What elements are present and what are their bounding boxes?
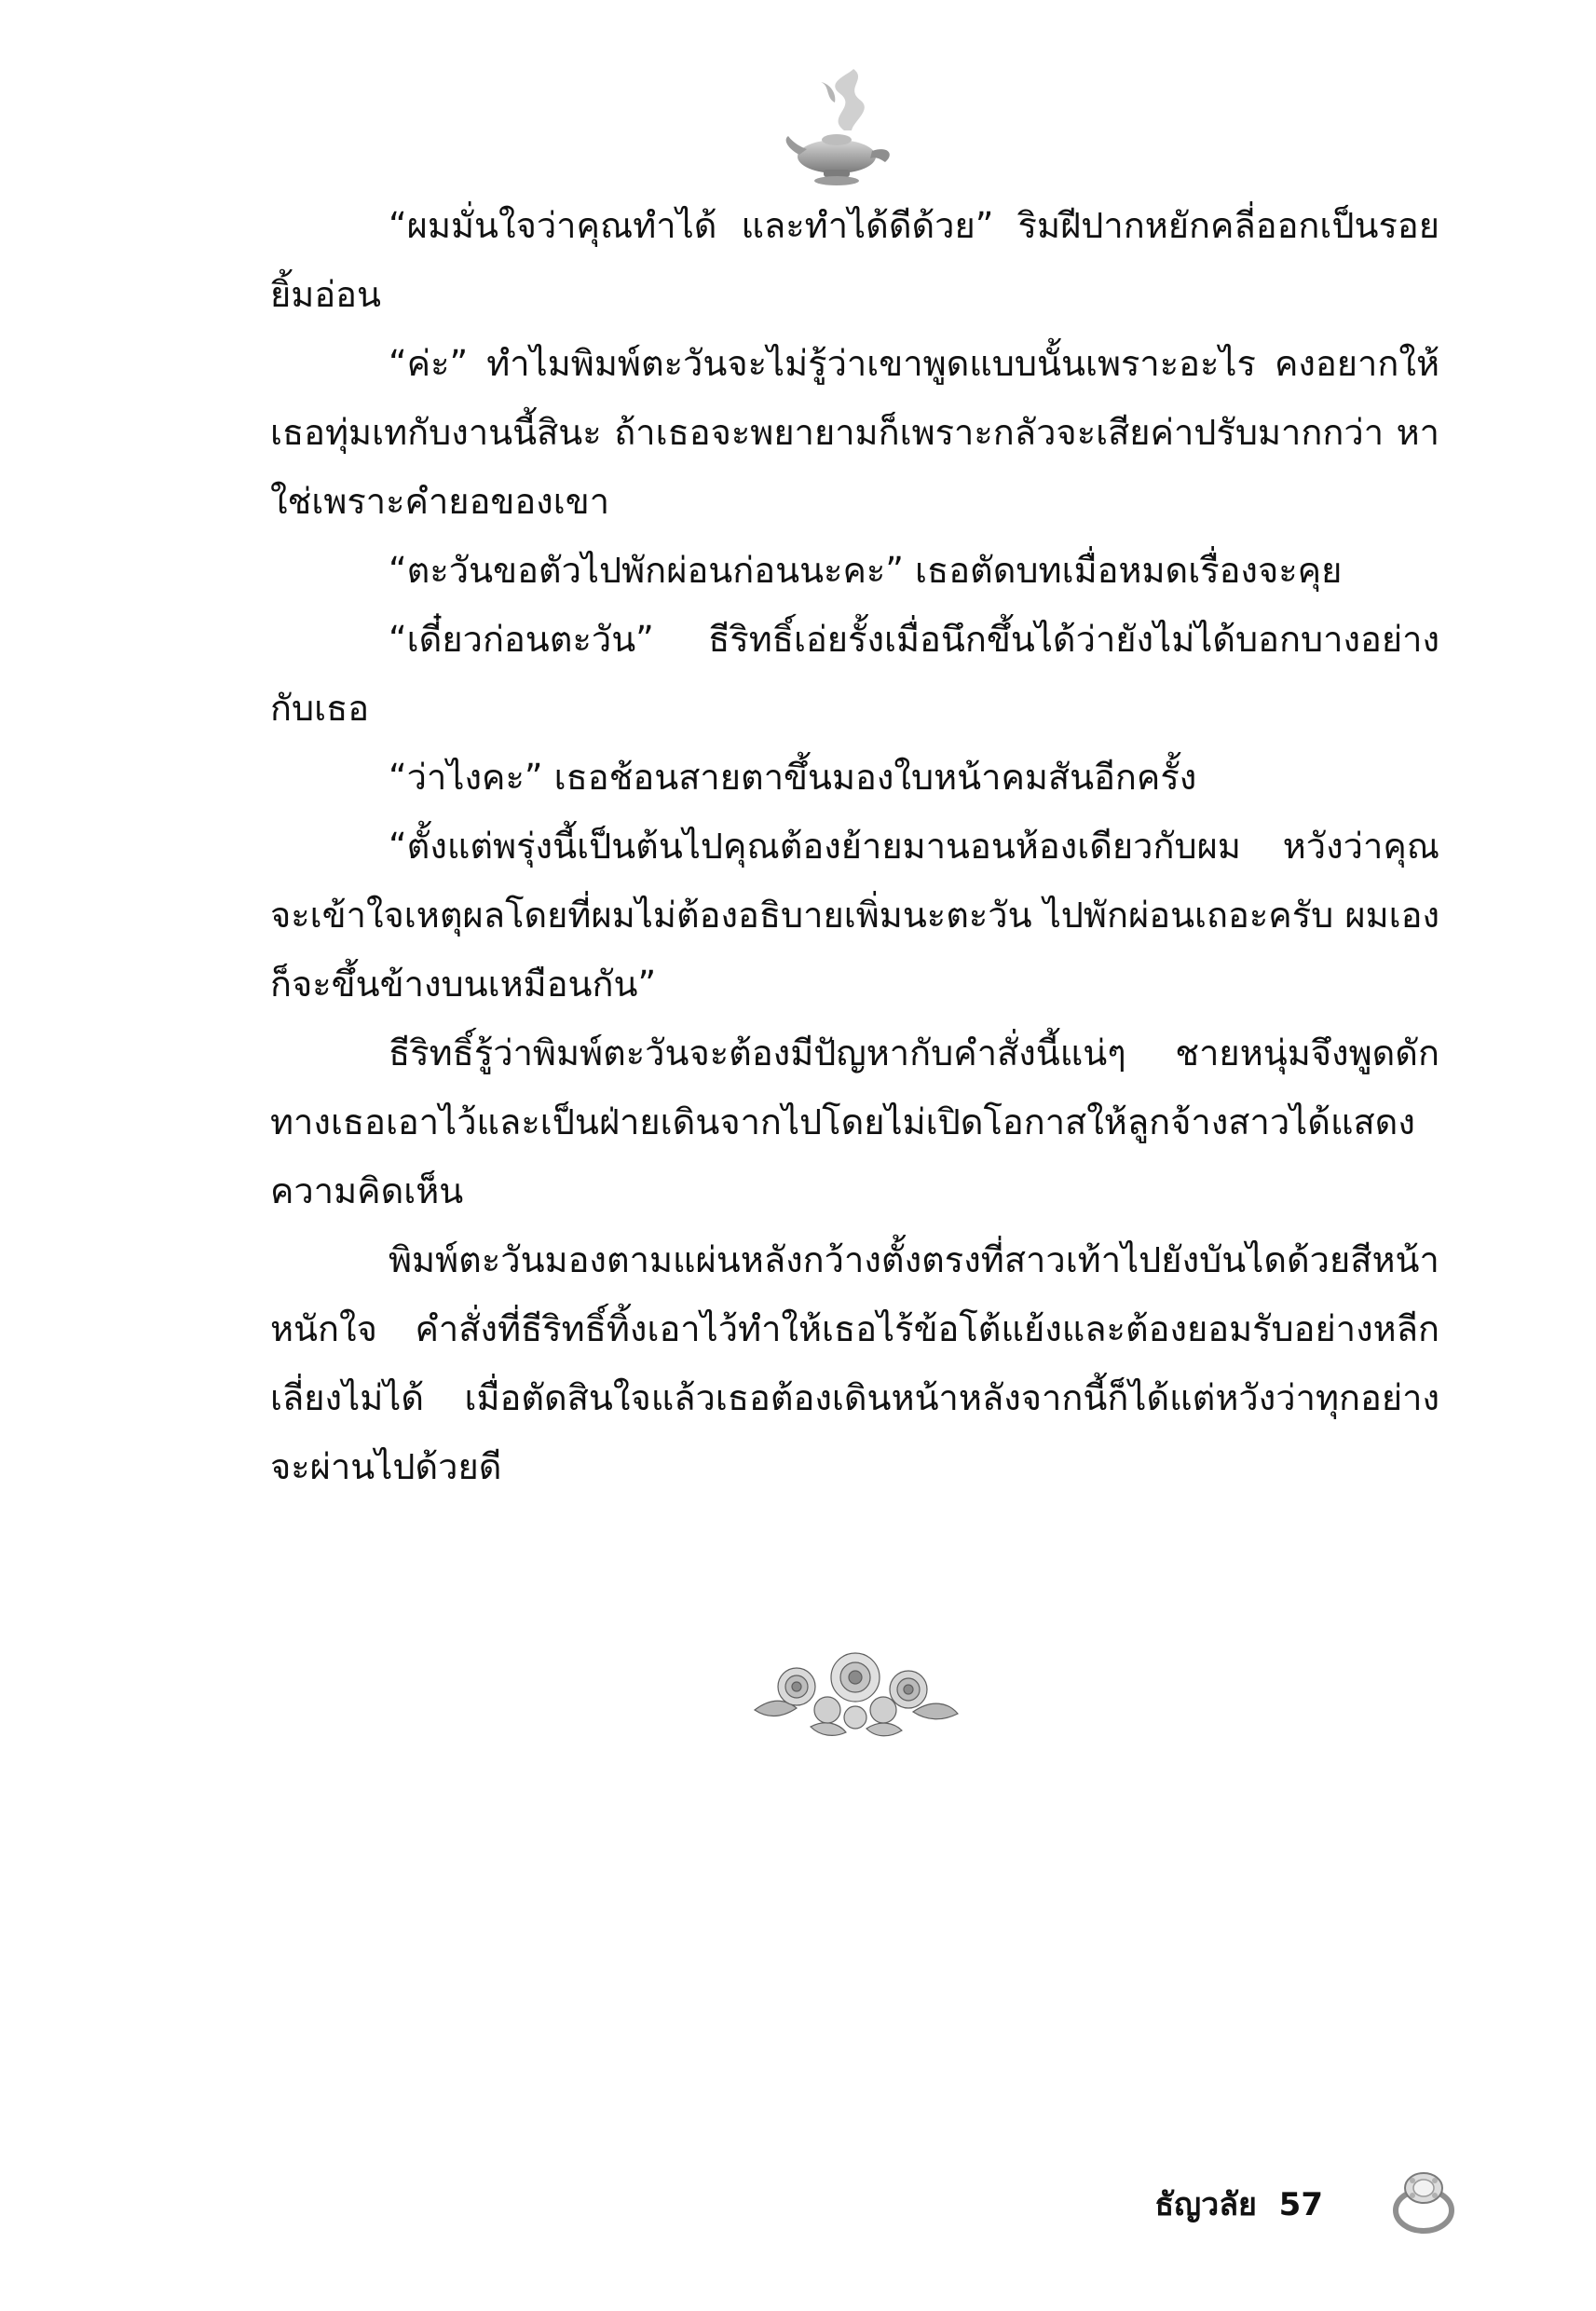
rose-flowers-icon [745,1645,964,1747]
story-text [270,191,1439,1501]
page-number: 57 [1278,2186,1323,2223]
diamond-ring-icon [1385,2162,1463,2236]
paragraph: “ผมมั่นใจว่าคุณทำได้ และทำได้ดีด้วย” ริมฝีปากหยักคลี่ออกเป็นรอยยิ้มอ่อน [270,205,1439,315]
author-name: ธัญวลัย [1154,2186,1257,2223]
paragraph: “ว่าไงคะ” เธอช้อนสายตาขึ้นมองใบหน้าคมสันอีกครั้ง [389,757,1197,798]
page-footer [1146,2162,1463,2236]
footer-author-and-page [1154,2179,1323,2229]
paragraph: พิมพ์ตะวันมองตามแผ่นหลังกว้างตั้งตรงที่สาวเท้าไปยังบันไดด้วยสีหน้าหนักใจ คำสั่งที่ธีริทธิ์ทิ้งเอาไว้ทำให้เธอไร้ข้อโต้แย้งและต้องยอมรับอย่างหลีกเลี่ยงไม่ได้ เมื่อตัดสินใจแล้วเธอต้องเดินหน้าหลังจากนี้ก็ได้แต่หวังว่าทุกอย่างจะผ่านไปด้วยดี [270,1239,1439,1487]
paragraph: ธีริทธิ์รู้ว่าพิมพ์ตะวันจะต้องมีปัญหากับคำสั่งนี้แน่ๆ ชายหนุ่มจึงพูดดักทางเธอเอาไว้และเป็นฝ่ายเดินจากไปโดยไม่เปิดโอกาสให้ลูกจ้างสาวได้แสดงความคิดเห็น [270,1032,1439,1211]
paragraph: “ค่ะ” ทำไมพิมพ์ตะวันจะไม่รู้ว่าเขาพูดแบบนั้นเพราะอะไร คงอยากให้เธอทุ่มเทกับงานนี้สินะ ถ้าเธอจะพยายามก็เพราะกลัวจะเสียค่าปรับมากกว่า หาใช่เพราะคำยอของเขา [270,343,1439,522]
paragraph: “ตะวันขอตัวไปพักผ่อนก่อนนะคะ” เธอตัดบทเมื่อหมดเรื่องจะคุย [389,550,1343,591]
paragraph: “ตั้งแต่พรุ่งนี้เป็นต้นไปคุณต้องย้ายมานอนห้องเดียวกับผม หวังว่าคุณจะเข้าใจเหตุผลโดยที่ผมไม่ต้องอธิบายเพิ่มนะตะวัน ไปพักผ่อนเถอะครับ ผมเองก็จะขึ้นข้างบนเหมือนกัน” [270,826,1439,1005]
paragraph: “เดี๋ยวก่อนตะวัน” ธีริทธิ์เอ่ยรั้งเมื่อนึกขึ้นได้ว่ายังไม่ได้บอกบางอย่างกับเธอ [270,619,1439,729]
genie-lamp-icon [779,65,900,196]
